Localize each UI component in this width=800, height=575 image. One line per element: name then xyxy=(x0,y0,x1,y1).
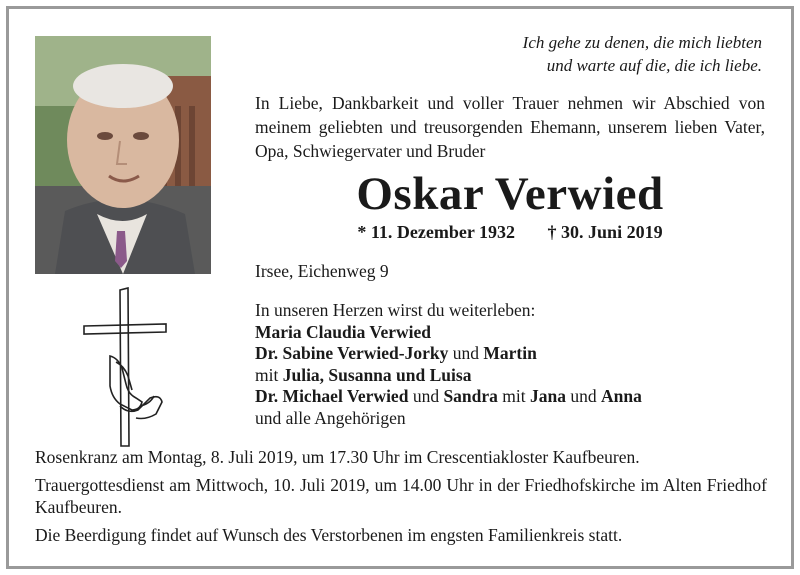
intro-text: In Liebe, Dankbarkeit und voller Trauer nehmen wir Abschied von meinem geliebten und treusorgenden Ehemann, unserem lieben Vater, Opa, Schwiegervater und Bruder xyxy=(255,93,765,161)
mourners-list xyxy=(255,300,642,429)
mourner-line-4 xyxy=(255,386,642,408)
life-dates xyxy=(255,222,765,243)
mourner-name: Jana xyxy=(530,386,566,406)
mourners-intro: In unseren Herzen wirst du weiterleben: xyxy=(255,300,536,320)
connector: mit xyxy=(255,364,279,385)
mourner-name: Julia, Susanna und Luisa xyxy=(282,364,472,385)
death-date: † 30. Juni 2019 xyxy=(547,222,663,242)
mourner-name: Maria Claudia Verwied xyxy=(255,321,431,342)
service-info xyxy=(35,446,767,552)
connector: und xyxy=(452,343,479,363)
connector: und xyxy=(412,386,440,406)
mourner-line-1 xyxy=(255,322,642,344)
mourner-name: Sandra xyxy=(443,386,498,406)
rosary-info: Rosenkranz am Montag, 8. Juli 2019, um 17.30 Uhr im Crescentiakloster Kaufbeuren. xyxy=(35,447,640,467)
mourner-line-5: und alle Angehörigen xyxy=(255,407,406,428)
mourner-name: Dr. Sabine Verwied-Jorky xyxy=(255,343,449,363)
portrait-photo xyxy=(35,36,211,274)
mourner-line-2 xyxy=(255,343,642,365)
funeral-mass-info: Trauergottesdienst am Mittwoch, 10. Juli 2019, um 14.00 Uhr in der Friedhofskirche im Alten Friedhof Kaufbeuren. xyxy=(35,475,767,517)
burial-info: Die Beerdigung findet auf Wunsch des Verstorbenen im engsten Familienkreis statt. xyxy=(35,525,623,545)
deceased-name: Oskar Verwied xyxy=(356,168,664,220)
quote-line-2: und warte auf die, die ich liebe. xyxy=(546,56,762,75)
cross-with-praying-hands-icon xyxy=(80,286,172,448)
mourner-name: Anna xyxy=(600,386,642,406)
connector: und xyxy=(570,386,597,406)
connector: mit xyxy=(502,386,526,406)
address: Irsee, Eichenweg 9 xyxy=(255,261,389,281)
epigraph-quote xyxy=(440,31,762,77)
birth-date: * 11. Dezember 1932 xyxy=(357,222,516,242)
quote-line-1: Ich gehe zu denen, die mich liebten xyxy=(522,33,762,52)
mourner-name: Martin xyxy=(483,343,537,363)
mourner-line-3 xyxy=(255,365,642,387)
mourner-name: Dr. Michael Verwied xyxy=(255,386,409,406)
